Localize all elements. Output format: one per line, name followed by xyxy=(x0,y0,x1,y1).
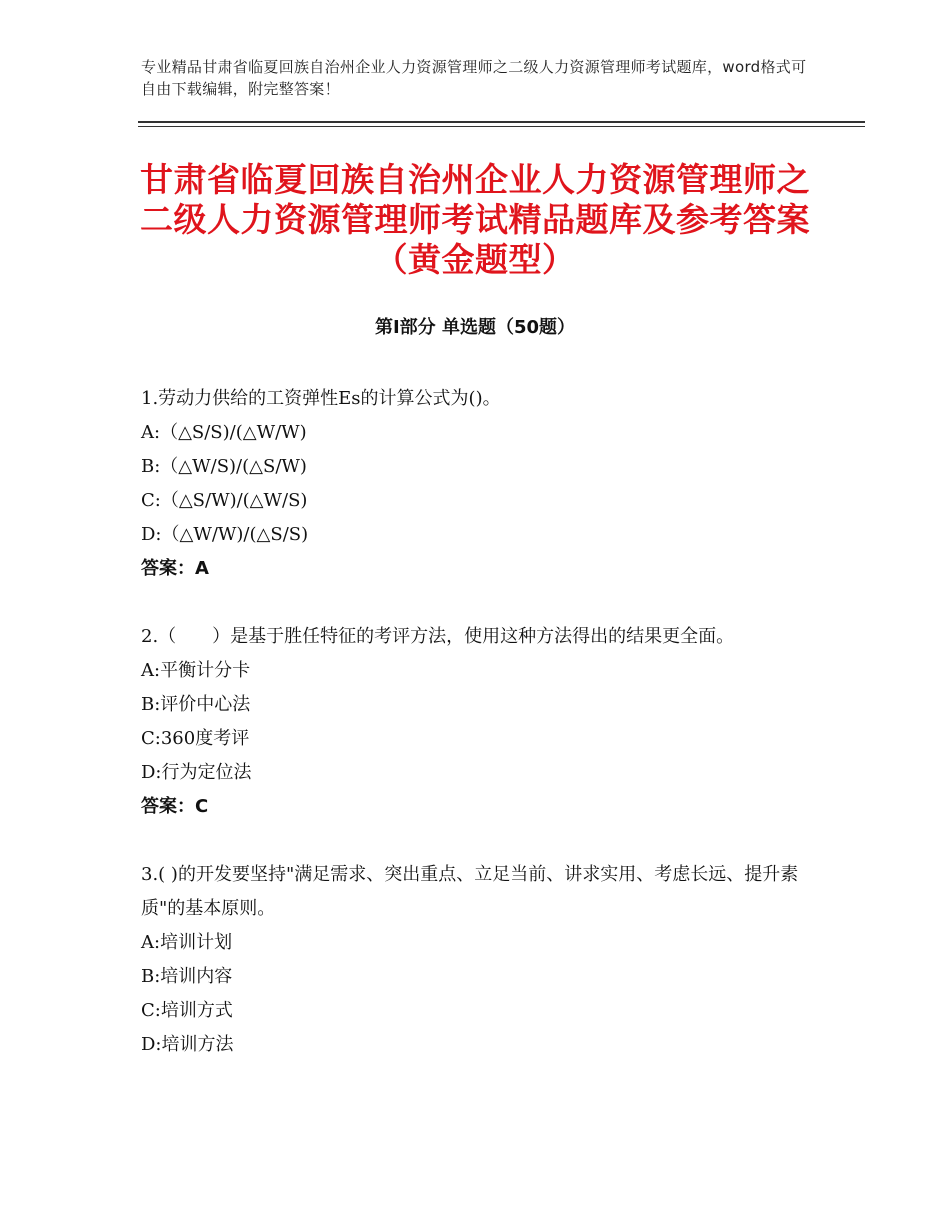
question-stem: 3.( )的开发要坚持"满足需求、突出重点、立足当前、讲求实用、考虑长远、提升素质"的基本原则。 xyxy=(141,864,799,919)
option-c: C:培训方式 xyxy=(141,1000,233,1021)
option-c: C:（△S/W)/(△W/S) xyxy=(141,490,308,511)
answer: 答案：A xyxy=(141,558,209,579)
question-stem: 1.劳动力供给的工资弹性Es的计算公式为()。 xyxy=(141,388,501,409)
answer: 答案：C xyxy=(141,796,209,817)
header-note: 专业精品甘肃省临夏回族自治州企业人力资源管理师之二级人力资源管理师考试题库，word格式可自由下载编辑，附完整答案！ xyxy=(141,58,807,98)
option-b: B:（△W/S)/(△S/W) xyxy=(141,456,307,477)
section-title: 第Ⅰ部分 单选题（50题） xyxy=(374,317,575,338)
question-1 xyxy=(141,382,821,586)
option-b: B:培训内容 xyxy=(141,966,233,987)
option-c: C:360度考评 xyxy=(141,728,250,749)
option-a: A:培训计划 xyxy=(141,932,233,953)
option-d: D:行为定位法 xyxy=(141,762,252,783)
option-b: B:评价中心法 xyxy=(141,694,251,715)
option-d: D:（△W/W)/(△S/S) xyxy=(141,524,309,545)
option-a: A:平衡计分卡 xyxy=(141,660,251,681)
question-stem: 2.（ ）是基于胜任特征的考评方法，使用这种方法得出的结果更全面。 xyxy=(141,626,735,647)
option-a: A:（△S/S)/(△W/W) xyxy=(141,422,307,443)
question-3 xyxy=(141,858,821,1062)
document-title: 甘肃省临夏回族自治州企业人力资源管理师之二级人力资源管理师考试精品题库及参考答案（黄金题型） xyxy=(140,160,810,279)
header-divider xyxy=(138,121,865,127)
option-d: D:培训方法 xyxy=(141,1034,234,1055)
question-list xyxy=(141,382,821,1096)
question-2 xyxy=(141,620,821,824)
